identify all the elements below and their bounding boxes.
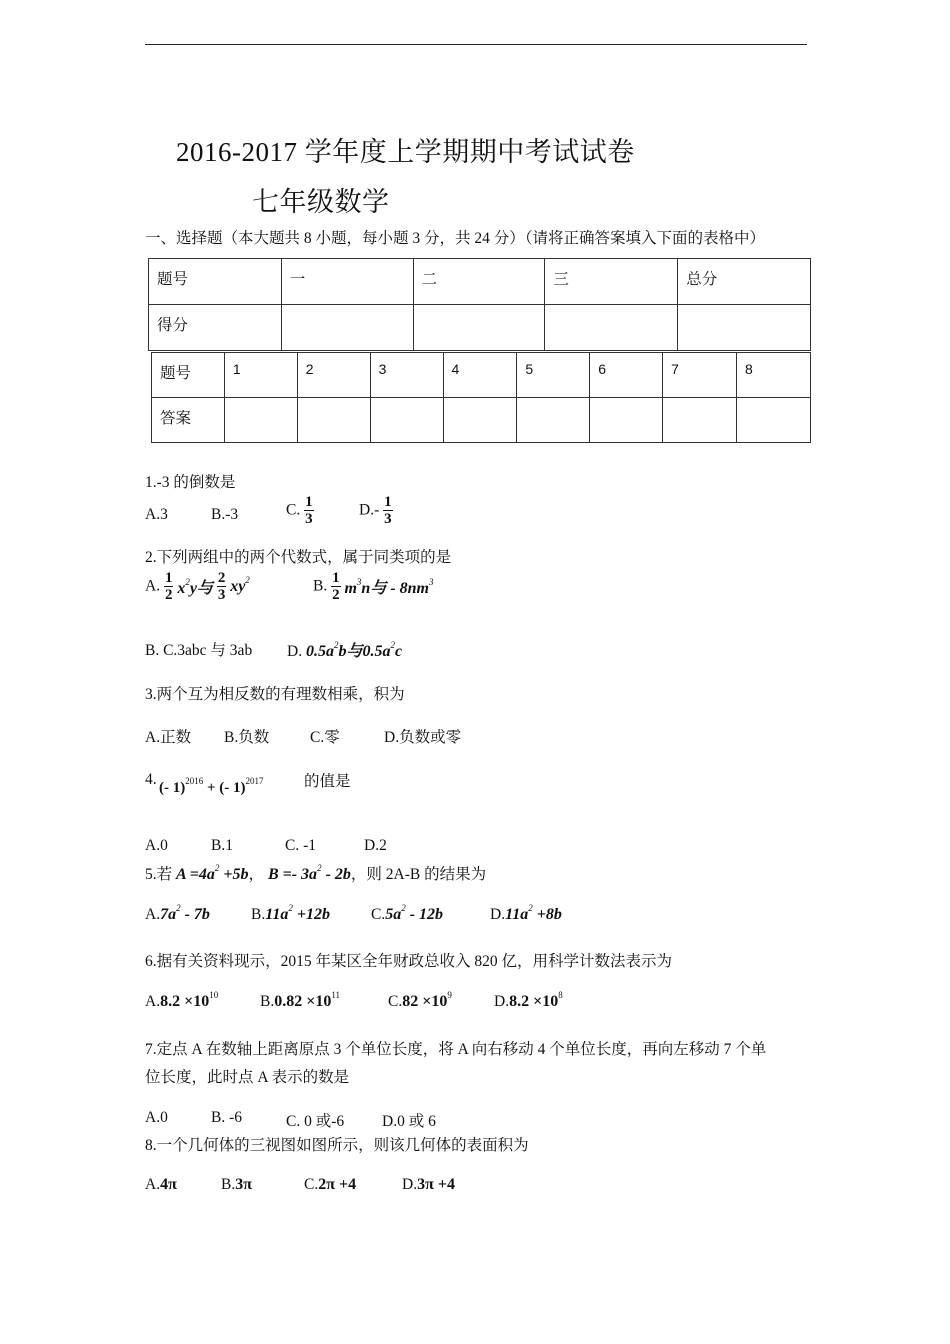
q6-option-d [494,990,563,1011]
math-text: +5b [219,866,249,883]
math-text: b与0.5a [338,643,391,660]
option-label: A. [145,906,161,923]
table-cell: 三 [545,259,678,305]
option-label: A. [145,1176,161,1193]
q8-option-b [221,1176,252,1194]
option-label: B. [251,906,266,923]
numerator: 1 [384,494,392,510]
math-text: +8b [532,906,562,923]
exam-subtitle: 七年级数学 [252,187,390,217]
table-cell: 答案 [152,398,225,443]
denominator: 2 [164,587,173,603]
math-text: 5a [385,906,402,923]
numerator: 1 [305,494,313,510]
answer-input-cell[interactable] [590,398,663,443]
exponent: 2 [185,577,190,587]
math-text: 82 ×10 [402,993,448,1010]
exponent: 11 [331,990,341,1000]
q8-option-c [304,1176,356,1194]
exponent: 8 [558,990,563,1000]
q1-option-b: B.-3 [211,506,239,523]
math-expression [402,990,452,1010]
table-cell: 一 [281,259,413,305]
exponent: 2 [333,640,339,650]
option-label: A. [145,577,161,595]
score-input-cell[interactable] [678,305,811,351]
question-3-stem: 3.两个互为相反数的有理数相乘，积为 [145,686,405,703]
fraction [164,570,174,603]
denominator: 3 [305,511,313,527]
exponent: 2 [317,863,322,873]
math-expression [385,903,444,923]
q5-option-d [490,903,562,924]
stem-text: 5.若 [145,866,173,883]
math-expression: 2π +4 [318,1176,357,1193]
math-expression [160,903,210,923]
answer-input-cell[interactable] [224,398,297,443]
answer-input-cell[interactable] [297,398,370,443]
question-5-stem [145,862,486,884]
math-expression: 3π +4 [417,1176,455,1193]
numerator: 1 [164,570,173,586]
option-label: B. [221,1176,236,1193]
table-cell: 二 [413,259,545,305]
q8-option-a [145,1176,177,1194]
math-expression [267,863,351,883]
q7-option-d: D.0 或 6 [382,1113,436,1130]
answer-input-cell[interactable] [443,398,517,443]
option-label: D. [494,993,510,1010]
table-row [149,305,811,351]
q4-option-a: A.0 [145,837,168,854]
q7-option-a: A.0 [145,1109,168,1126]
math-expression [177,577,213,597]
exponent: 2 [288,903,293,913]
option-label: D. [490,906,506,923]
q4-expression [159,776,264,797]
math-text: (- 1) [159,780,186,796]
option-label: D. [287,643,303,660]
math-text: xy [230,577,246,595]
stem-text: ，则 2A-B 的结果为 [350,866,487,883]
question-7-stem-line2: 位长度，此时点 A 表示的数是 [145,1069,350,1086]
math-expression [509,990,563,1010]
math-text: - 7b [180,906,210,923]
exponent: 2 [245,574,250,585]
math-expression [265,903,330,923]
math-text: 8.2 ×10 [509,993,559,1010]
exponent: 3 [429,577,434,587]
math-text: 7a [160,906,177,923]
math-expression: 3π [235,1176,252,1193]
math-text: +12b [292,906,330,923]
q1-option-d [359,494,393,527]
fraction [217,570,227,603]
fraction [304,494,314,527]
q3-option-a: A.正数 [145,729,192,746]
option-label: C. [304,1176,319,1193]
option-label: A. [145,993,161,1010]
q6-option-a [145,990,219,1011]
answer-input-cell[interactable] [370,398,443,443]
exponent: 2016 [185,776,204,786]
table-cell: 3 [370,353,443,398]
score-input-cell[interactable] [413,305,545,351]
table-cell: 题号 [152,353,225,398]
table-cell: 6 [590,353,663,398]
question-4-number: 4. [145,771,157,788]
q5-option-a [145,903,210,924]
question-1-stem: 1.-3 的倒数是 [145,474,236,491]
math-text: y与 [189,580,213,597]
q3-option-b: B.负数 [224,729,270,746]
math-text: - 12b [405,906,444,923]
math-expression [505,903,562,923]
option-label: D. [402,1176,418,1193]
q4-option-c: C. -1 [285,837,316,854]
exponent: 10 [209,990,219,1000]
q6-option-c [388,990,452,1011]
denominator: 3 [217,587,226,603]
math-text: 0.5a [305,643,334,660]
fraction [331,570,341,603]
q8-option-d [402,1176,455,1194]
numerator: 1 [332,570,340,586]
q2-option-c: B. C.3abc 与 3ab [145,642,253,659]
numerator: 2 [217,570,226,586]
math-text: B =- 3a [267,866,318,883]
option-label: C. [286,501,301,519]
q7-option-c: C. 0 或-6 [286,1113,345,1130]
score-input-cell[interactable] [545,305,678,351]
answer-input-cell[interactable] [737,398,811,443]
question-6-stem: 6.据有关资料现示，2015 年某区全年财政总收入 820 亿，用科学计数法表示为 [145,953,673,970]
math-expression [344,577,434,597]
option-label: C. [388,993,403,1010]
q3-option-d: D.负数或零 [384,729,462,746]
exponent: 2 [401,903,406,913]
q4-option-b: B.1 [211,837,233,854]
q5-option-c [371,903,444,924]
table-cell: 题号 [149,259,282,305]
exponent: 2017 [245,776,264,786]
math-expression [305,640,403,660]
q7-option-b: B. -6 [211,1109,242,1126]
option-label: B. [260,993,275,1010]
math-text: n与 - 8nm [361,580,429,597]
option-label: C. [371,906,386,923]
table-cell: 4 [443,353,517,398]
exponent: 3 [356,577,362,587]
question-2-stem: 2.下列两组中的两个代数式，属于同类项的是 [145,549,452,566]
header-rule [145,44,807,45]
math-expression [176,863,249,883]
math-text: 0.82 ×10 [274,993,332,1010]
q1-option-c [286,494,314,527]
exam-title: 2016-2017 学年度上学期期中考试试卷 [176,137,635,167]
q2-option-b [313,570,434,603]
table-cell: 总分 [678,259,811,305]
denominator: 2 [332,587,340,603]
math-text: 11a [265,906,289,923]
question-8-stem: 8.一个几何体的三视图如图所示，则该几何体的表面积为 [145,1137,529,1154]
table-cell: 1 [224,353,297,398]
math-text: - 2b [321,866,351,883]
q3-option-c: C.零 [310,729,340,746]
table-cell: 2 [297,353,370,398]
math-text: m [344,580,357,597]
answer-table [151,352,811,443]
stem-text: ， [248,866,265,883]
math-text: A =4a [176,866,215,883]
math-expression: 4π [160,1176,177,1193]
table-cell: 7 [663,353,737,398]
question-7-stem-line1: 7.定点 A 在数轴上距离原点 3 个单位长度，将 A 向右移动 4 个单位长度，再向左移动 7 个单 [145,1041,767,1058]
q6-option-b [260,990,341,1011]
q2-option-d [287,638,402,661]
table-row [152,398,811,443]
exponent: 2 [214,863,220,873]
math-text: + (- 1) [207,780,246,796]
q2-option-a [145,570,250,603]
math-text: x [177,580,186,597]
table-row [152,353,811,398]
exponent: 9 [447,990,452,1000]
table-cell: 得分 [149,305,282,351]
math-expression [160,990,219,1010]
table-row [149,259,811,305]
table-cell: 5 [517,353,590,398]
math-text: 8.2 ×10 [160,993,210,1010]
answer-input-cell[interactable] [517,398,590,443]
fraction [383,494,393,527]
exponent: 2 [176,903,181,913]
table-cell: 8 [737,353,811,398]
q1-option-a: A.3 [145,506,168,523]
option-label: D.- [359,501,380,519]
answer-input-cell[interactable] [663,398,737,443]
exponent: 2 [390,640,395,650]
section-heading: 一、选择题（本大题共 8 小题，每小题 3 分，共 24 分）（请将正确答案填入下面的表格中） [145,230,766,247]
denominator: 3 [384,511,392,527]
math-text: c [394,643,403,660]
score-input-cell[interactable] [281,305,413,351]
option-label: B. [313,577,328,595]
q5-option-b [251,903,330,924]
math-expression [274,990,341,1010]
math-text: 11a [505,906,529,923]
score-table [148,258,811,351]
exponent: 2 [528,903,533,913]
q4-option-d: D.2 [364,837,387,854]
math-expression [230,574,250,595]
q4-stem-tail: 的值是 [304,773,351,790]
